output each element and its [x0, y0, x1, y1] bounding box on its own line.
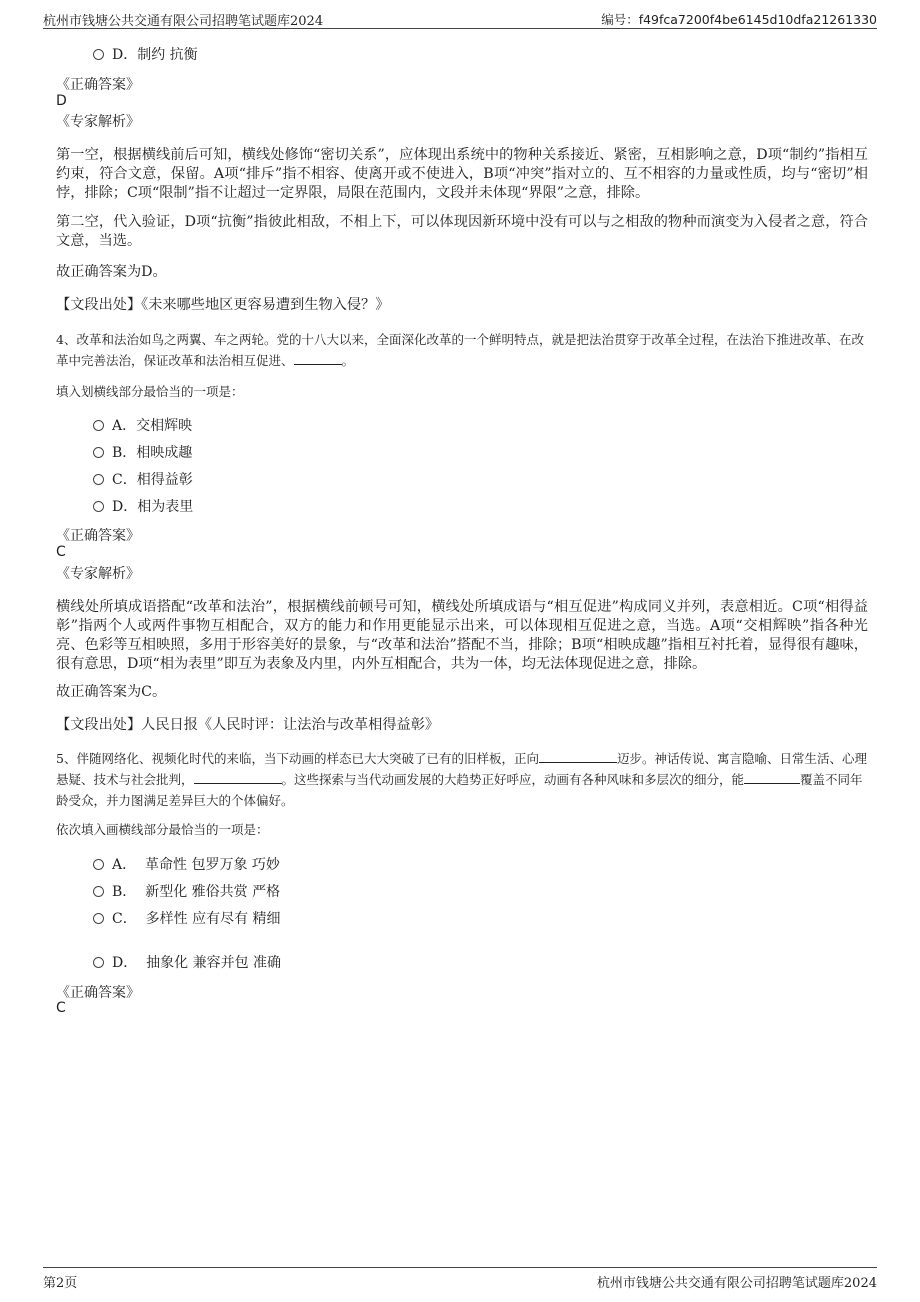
q5-option-c[interactable]: C． 多样性 应有尽有 精细 — [93, 909, 281, 929]
q5-answer: C — [56, 1000, 66, 1016]
radio-icon[interactable] — [93, 474, 104, 485]
q4-analysis-label: 《专家解析》 — [56, 566, 140, 582]
q5-option-b[interactable]: B． 新型化 雅俗共赏 严格 — [93, 882, 280, 902]
q4-conclusion: 故正确答案为C。 — [56, 684, 167, 700]
q3-analysis-p2: 第二空，代入验证，D项“抗衡”指彼此相敌，不相上下，可以体现因新环境中没有可以与之相敌的物种而演变为入侵者之意，符合文意，当选。 — [56, 214, 868, 249]
q5-answer-label: 《正确答案》 — [56, 985, 140, 1001]
q4-option-c[interactable]: C．相得益彰 — [93, 470, 193, 490]
q4-prompt: 填入划横线部分最恰当的一项是： — [56, 384, 244, 399]
q4-answer-label: 《正确答案》 — [56, 528, 140, 544]
q4-stem: 4、改革和法治如鸟之两翼、车之两轮。党的十八大以来，全面深化改革的一个鲜明特点，就是把法治贯穿于改革全过程，在法治下推进改革、在改革中完善法治，保证改革和法治相互促进、 。 — [56, 332, 864, 368]
q4-option-b[interactable]: B．相映成趣 — [93, 443, 192, 463]
q4-option-a[interactable]: A．交相辉映 — [93, 416, 192, 436]
radio-icon[interactable] — [93, 957, 104, 968]
q4-option-d[interactable]: D．相为表里 — [93, 497, 193, 517]
radio-icon[interactable] — [93, 49, 104, 60]
q5-stem: 5、伴随网络化、视频化时代的来临，当下动画的样态已大大突破了已有的旧样板，正向 迈步。神话传说、寓言隐喻、日常生活、心理悬疑、技术与社会批判， 。这些探索与当代动画发展的大趋势正好呼应，动画有各种风味和多层次的细分，能 覆盖不同年龄受众，并力图满足差异巨大的个体偏好。 — [56, 751, 867, 808]
q5-blank-2 — [194, 771, 282, 784]
q5-option-d[interactable]: D． 抽象化 兼容并包 准确 — [93, 953, 281, 973]
q4-analysis-p1: 横线处所填成语搭配“改革和法治”，根据横线前顿号可知，横线处所填成语与“相互促进”构成同义并列，表意相近。C项“相得益彰”指两个人或两件事物互相配合，双方的能力和作用更能显示出来，可以体现相互促进之意，当选。A项“交相辉映”指各种光亮、色彩等互相映照，多用于形容美好的景象，与“改革和法治”搭配不当，排除；B项“相映成趣”指相互衬托着，显得很有趣味，很有意思，D项“相为表里”即互为表象及内里，内外互相配合，共为一体，均无法体现促进之意，排除。 — [56, 599, 868, 672]
q4-blank — [294, 352, 342, 365]
q3-answer-label: 《正确答案》 — [56, 77, 140, 93]
radio-icon[interactable] — [93, 913, 104, 924]
page-number: 第2页 — [43, 1276, 78, 1291]
q3-analysis-label: 《专家解析》 — [56, 114, 140, 130]
header-title: 杭州市钱塘公共交通有限公司招聘笔试题库2024 — [43, 14, 324, 29]
q4-source: 【文段出处】人民日报《人民时评：让法治与改革相得益彰》 — [56, 717, 440, 733]
radio-icon[interactable] — [93, 501, 104, 512]
q5-option-a[interactable]: A． 革命性 包罗万象 巧妙 — [93, 855, 280, 875]
page-footer — [43, 1267, 877, 1298]
q3-source: 【文段出处】《未来哪些地区更容易遭到生物入侵？》 — [56, 297, 390, 313]
radio-icon[interactable] — [93, 420, 104, 431]
footer-title: 杭州市钱塘公共交通有限公司招聘笔试题库2024 — [596, 1276, 877, 1291]
page-header — [43, 8, 877, 29]
radio-icon[interactable] — [93, 886, 104, 897]
q5-prompt: 依次填入画横线部分最恰当的一项是： — [56, 822, 269, 837]
radio-icon[interactable] — [93, 859, 104, 870]
q4-answer: C — [56, 544, 66, 560]
document-id: 编号：f49fca7200f4be6145d10dfa21261330 — [601, 12, 877, 27]
q5-blank-1 — [539, 750, 617, 763]
radio-icon[interactable] — [93, 447, 104, 458]
q3-option-d[interactable]: D．制约 抗衡 — [93, 45, 198, 65]
q3-conclusion: 故正确答案为D。 — [56, 264, 167, 280]
q3-analysis-p1: 第一空，根据横线前后可知，横线处修饰“密切关系”，应体现出系统中的物种关系接近、紧密，互相影响之意，D项“制约”指相互约束，符合文意，保留。A项“排斥”指不相容、使离开或不使进入，B项“冲突”指对立的、互不相容的力量或性质，均与“密切”相悖，排除；C项“限制”指不让超过一定界限，局限在范围内，文段并未体现“界限”之意，排除。 — [56, 147, 868, 201]
q3-answer: D — [56, 93, 67, 109]
q5-blank-3 — [744, 771, 800, 784]
